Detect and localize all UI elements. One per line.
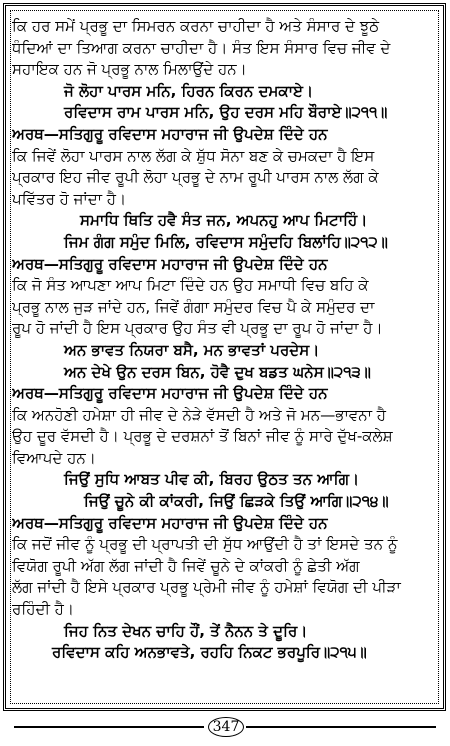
text-line: ਉਹ ਦੂਰ ਵੱਸਦੀ ਹੈ। ਪ੍ਰਭੂ ਦੇ ਦਰਸ਼ਨਾਂ ਤੋਂ ਬਿਨਾਂ ਜੀਵ ਨੂੰ ਸਾਰੇ ਦੁੱਖ-ਕਲੇਸ਼ bbox=[12, 427, 393, 446]
text-line: ਪ੍ਰਭੂ ਨਾਲ ਜੁੜ ਜਾਂਦੇ ਹਨ, ਜਿਵੇਂ ਗੰਗਾ ਸਮੁੰਦਰ ਵਿਚ ਪੈ ਕੇ ਸਮੁੰਦਰ ਦਾ bbox=[12, 297, 375, 316]
verse-line: ਜੋ ਲੋਹਾ ਪਾਰਸ ਮਨਿ, ਹਿਰਨ ਕਿਰਨ ਦਮਕਾਏ। bbox=[64, 81, 314, 100]
verse-line: ਰਵਿਦਾਸ ਕਹਿ ਅਨਭਾਵਤੇ, ਰਹਹਿ ਨਿਕਟ ਭਰਪੂਰਿ॥੨੧੫॥ bbox=[52, 643, 367, 662]
verse-line: ਰਵਿਦਾਸ ਰਾਮ ਪਾਰਸ ਮਨਿ, ਉਹ ਦਰਸ ਮਹਿ ਬੌਰਾਏ॥੨੧੧॥ bbox=[64, 103, 388, 122]
page-text bbox=[12, 16, 440, 664]
verse-line: ਜਿਮ ਗੰਗ ਸਮੁੰਦ ਮਿਲਿ, ਰਵਿਦਾਸ ਸਮੁੰਦਹਿ ਬਿਲਾਂਹਿ॥੨੧੨॥ bbox=[64, 232, 388, 251]
verse-line: ਸਮਾਧਿ ਥਿਤਿ ਹਵੈ ਸੰਤ ਜਨ, ਅਪਨਹੁ ਆਪ ਮਿਟਾਹਿੰ। bbox=[80, 211, 368, 230]
verse-line: ਜਿਉਂ ਸੁਧਿ ਆਬਤ ਪੀਵ ਕੀ, ਬਿਰਹ ਉਠਤ ਤਨ ਆਗਿ। bbox=[64, 470, 360, 489]
meaning-heading-line: ਅਰਥ—ਸਤਿਗੁਰੂ ਰਵਿਦਾਸ ਮਹਾਰਾਜ ਜੀ ਉਪਦੇਸ਼ ਦਿੰਦੇ ਹਨ bbox=[12, 384, 328, 403]
meaning-heading-line: ਅਰਥ—ਸਤਿਗੁਰੂ ਰਵਿਦਾਸ ਮਹਾਰਾਜ ਜੀ ਉਪਦੇਸ਼ ਦਿੰਦੇ ਹਨ bbox=[12, 254, 328, 273]
verse-line: ਅਨ ਭਾਵਤ ਨਿਯਰਾ ਬਸੈ, ਮਨ ਭਾਵਤਾਂ ਪਰਦੇਸ। bbox=[64, 340, 320, 359]
text-line: ਕਿ ਹਰ ਸਮੇਂ ਪ੍ਰਭੂ ਦਾ ਸਿਮਰਨ ਕਰਨਾ ਚਾਹੀਦਾ ਹੈ ਅਤੇ ਸੰਸਾਰ ਦੇ ਝੂਠੇ bbox=[12, 17, 380, 35]
verse-line: ਅਨ ਦੇਖੇ ਉਨ ਦਰਸ ਬਿਨ, ਹੋਵੈ ਦੁਖ ਬਡਤ ਘਨੇਸ॥੨੧੩॥ bbox=[64, 362, 371, 381]
page-number: 347 bbox=[208, 717, 244, 737]
text-line: ਪ੍ਰਕਾਰ ਇਹ ਜੀਵ ਰੂਪੀ ਲੋਹਾ ਪ੍ਰਭੂ ਦੇ ਨਾਮ ਰੂਪੀ ਪਾਰਸ ਨਾਲ ਲੱਗ ਕੇ bbox=[12, 168, 379, 187]
text-line: ਵਿਆਪਦੇ ਹਨ। bbox=[12, 448, 96, 467]
text-line: ਕਿ ਜੋ ਸੰਤ ਆਪਣਾ ਆਪ ਮਿਟਾ ਦਿੰਦੇ ਹਨ ਉਹ ਸਮਾਧੀ ਵਿਚ ਬਹਿ ਕੇ bbox=[12, 276, 369, 295]
text-line: ਕਿ ਅਨਹੋਣੀ ਹਮੇਸ਼ਾ ਹੀ ਜੀਵ ਦੇ ਨੇੜੇ ਵੱਸਦੀ ਹੈ ਅਤੇ ਜੋ ਮਨ—ਭਾਵਨਾ ਹੈ bbox=[12, 405, 386, 424]
text-line: ਕਿ ਜਦੋਂ ਜੀਵ ਨੂੰ ਪ੍ਰਭੂ ਦੀ ਪ੍ਰਾਪਤੀ ਦੀ ਸੁੱਧ ਆਉਂਦੀ ਹੈ ਤਾਂ ਇਸਦੇ ਤਨ ਨੂੰ bbox=[12, 535, 398, 554]
meaning-heading-line: ਅਰਥ—ਸਤਿਗੁਰੂ ਰਵਿਦਾਸ ਮਹਾਰਾਜ ਜੀ ਉਪਦੇਸ਼ ਦਿੰਦੇ ਹਨ bbox=[12, 513, 328, 532]
footer-rule-left bbox=[14, 726, 204, 728]
footer-rule-right bbox=[246, 726, 436, 728]
text-line: ਵਿਯੋਗ ਰੂਪੀ ਅੱਗ ਲੱਗ ਜਾਂਦੀ ਹੈ ਜਿਵੇਂ ਚੂਨੇ ਦੇ ਕਾਂਕਰੀ ਨੂੰ ਛੇਤੀ ਅੱਗ bbox=[12, 556, 360, 575]
text-line: ਰਹਿੰਦੀ ਹੈ। bbox=[12, 600, 75, 619]
verse-line: ਜਿਹ ਨਿਤ ਦੇਖਨ ਚਾਹਿ ਹੌਂ, ਤੇਂ ਨੈਨਨ ਤੇ ਦੂਰਿ। bbox=[64, 621, 308, 640]
text-line: ਪਵਿੱਤਰ ਹੋ ਜਾਂਦਾ ਹੈ। bbox=[12, 189, 127, 208]
text-line: ਕਿ ਜਿਵੇਂ ਲੋਹਾ ਪਾਰਸ ਨਾਲ ਲੱਗ ਕੇ ਸ਼ੁੱਧ ਸੋਨਾ ਬਣ ਕੇ ਚਮਕਦਾ ਹੈ ਇਸ bbox=[12, 146, 375, 165]
text-line: ਧੰਦਿਆਂ ਦਾ ਤਿਆਗ ਕਰਨਾ ਚਾਹੀਦਾ ਹੈ। ਸੰਤ ਇਸ ਸੰਸਾਰ ਵਿਚ ਜੀਵ ਦੇ bbox=[12, 38, 391, 57]
text-line: ਰੂਪ ਹੋ ਜਾਂਦੀ ਹੈ ਇਸ ਪ੍ਰਕਾਰ ਉਹ ਸੰਤ ਵੀ ਪ੍ਰਭੂ ਦਾ ਰੂਪ ਹੋ ਜਾਂਦਾ ਹੈ। bbox=[12, 319, 383, 338]
meaning-heading-line: ਅਰਥ—ਸਤਿਗੁਰੂ ਰਵਿਦਾਸ ਮਹਾਰਾਜ ਜੀ ਉਪਦੇਸ਼ ਦਿੰਦੇ ਹਨ bbox=[12, 124, 328, 143]
text-line: ਸਹਾਇਕ ਹਨ ਜੋ ਪ੍ਰਭੂ ਨਾਲ ਮਿਲਾਉਂਦੇ ਹਨ। bbox=[12, 60, 247, 79]
verse-line: ਜਿਉਂ ਚੂਨੇ ਕੀ ਕਾਂਕਰੀ, ਜਿਉਂ ਛਿੜਕੇ ਤਿਉਂ ਆਗਿ॥੨੧੪॥ bbox=[84, 492, 389, 511]
text-line: ਲੱਗ ਜਾਂਦੀ ਹੈ ਇਸੇ ਪ੍ਰਕਾਰ ਪ੍ਰਭੂ ਪ੍ਰੇਮੀ ਜੀਵ ਨੂੰ ਹਮੇਸ਼ਾਂ ਵਿਯੋਗ ਦੀ ਪੀੜਾ bbox=[12, 578, 401, 597]
